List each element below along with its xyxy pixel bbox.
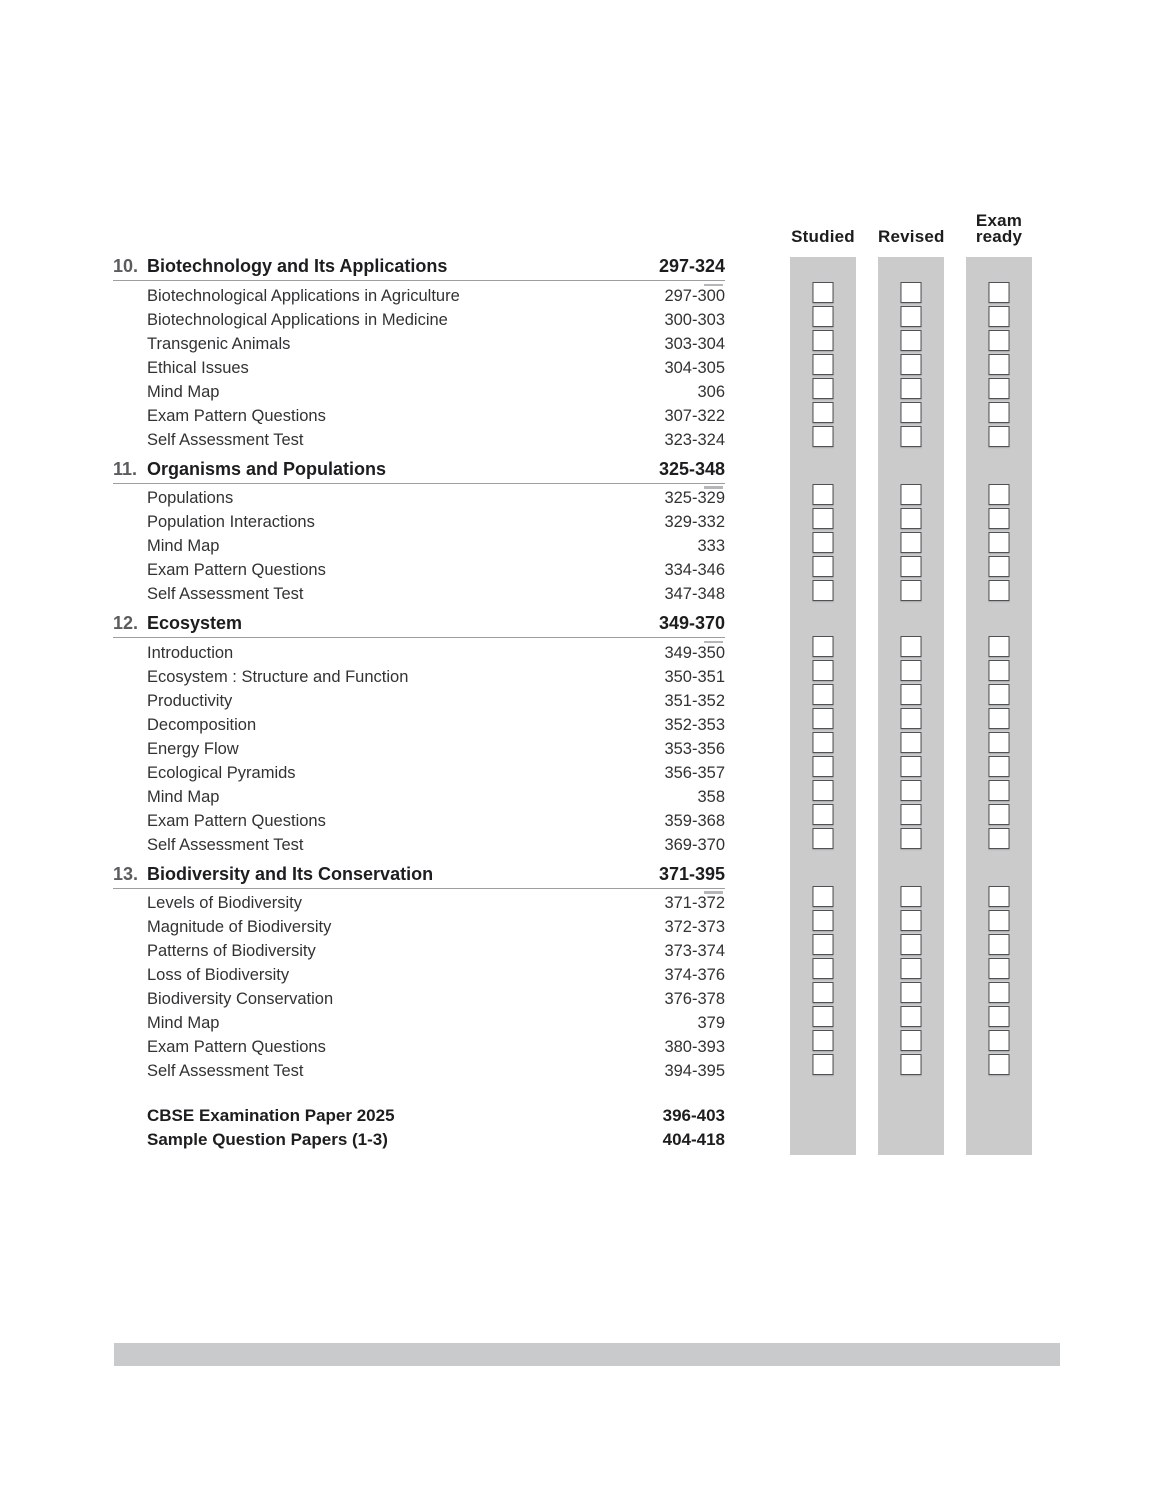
chapter-pages: 371-395: [658, 863, 725, 884]
revised-checkbox[interactable]: [901, 934, 922, 955]
revised-checkbox[interactable]: [901, 958, 922, 979]
chapter-number: 11.: [113, 458, 138, 479]
studied-checkbox[interactable]: [813, 756, 834, 777]
heading-underline-tick: [704, 641, 723, 644]
exam-ready-checkbox[interactable]: [989, 556, 1010, 577]
chapter-title: Biodiversity and Its Conservation: [147, 863, 434, 884]
studied-checkbox[interactable]: [813, 402, 834, 423]
revised-checkbox[interactable]: [901, 732, 922, 753]
revised-checkbox[interactable]: [901, 684, 922, 705]
studied-checkbox[interactable]: [813, 708, 834, 729]
studied-checkbox[interactable]: [813, 684, 834, 705]
toc-row: [113, 308, 725, 332]
toc-row-label: Magnitude of Biodiversity: [147, 918, 332, 936]
toc-row: [113, 785, 725, 809]
toc-row-pages: 374-376: [664, 966, 725, 984]
exam-ready-checkbox[interactable]: [989, 426, 1010, 447]
chapter-title: Biotechnology and Its Applications: [147, 256, 448, 276]
toc-row: [113, 486, 725, 510]
exam-ready-checkbox[interactable]: [989, 708, 1010, 729]
studied-column: [790, 257, 856, 1155]
exam-ready-checkbox[interactable]: [989, 684, 1010, 705]
exam-ready-checkbox[interactable]: [989, 660, 1010, 681]
studied-checkbox[interactable]: [813, 426, 834, 447]
toc-row-pages: 347-348: [664, 585, 725, 603]
toc-row-label: Biotechnological Applications in Agriculture: [147, 286, 460, 305]
chapter-rows: [113, 891, 725, 1083]
chapter-section: [113, 457, 725, 607]
toc-row-pages: 356-357: [664, 763, 725, 782]
exam-ready-checkbox[interactable]: [989, 1006, 1010, 1027]
toc-row-label: Ethical Issues: [147, 358, 249, 377]
toc-row: [113, 809, 725, 833]
exam-ready-checkbox[interactable]: [989, 378, 1010, 399]
chapter-heading: [113, 457, 725, 484]
heading-underline-tick: [704, 284, 723, 287]
checkbox-group-studied-ch11: [813, 484, 834, 604]
exam-ready-column: [966, 257, 1032, 1155]
toc-row: [113, 404, 725, 428]
toc-row-label: Exam Pattern Questions: [147, 1038, 326, 1056]
toc-row-pages: 334-346: [664, 561, 725, 579]
extra-rows: [113, 1104, 725, 1152]
toc-row: [113, 987, 725, 1011]
extra-row-pages: 396-403: [662, 1106, 725, 1125]
toc-row-label: Biodiversity Conservation: [147, 990, 334, 1008]
chapter-title: Ecosystem: [147, 613, 243, 633]
revised-checkbox[interactable]: [901, 910, 922, 931]
studied-checkbox[interactable]: [813, 580, 834, 601]
exam-ready-column-header: Exam ready: [975, 211, 1023, 246]
revised-checkbox[interactable]: [901, 828, 922, 849]
toc-row-label: Mind Map: [147, 537, 220, 555]
toc-row-pages: 306: [697, 382, 725, 401]
chapter-section: [113, 611, 725, 857]
chapter-rows: [113, 486, 725, 606]
revised-checkbox[interactable]: [901, 1006, 922, 1027]
exam-ready-checkbox[interactable]: [989, 580, 1010, 601]
toc-row-pages: 300-303: [664, 310, 725, 329]
revised-checkbox[interactable]: [901, 484, 922, 505]
toc-row-pages: 350-351: [664, 667, 725, 686]
exam-ready-checkbox[interactable]: [989, 780, 1010, 801]
exam-ready-checkbox[interactable]: [989, 402, 1010, 423]
extra-row-label: CBSE Examination Paper 2025: [147, 1106, 395, 1125]
chapter-heading: [113, 862, 725, 889]
studied-checkbox[interactable]: [813, 732, 834, 753]
chapter-rows: [113, 284, 725, 452]
studied-checkbox[interactable]: [813, 532, 834, 553]
exam-ready-checkbox[interactable]: [989, 1030, 1010, 1051]
toc-row-label: Levels of Biodiversity: [147, 894, 302, 912]
toc-row: [113, 761, 725, 785]
revised-checkbox[interactable]: [901, 378, 922, 399]
toc-row-pages: 349-350: [664, 643, 725, 662]
exam-ready-checkbox[interactable]: [989, 910, 1010, 931]
exam-ready-checkbox[interactable]: [989, 484, 1010, 505]
toc-row-pages: 323-324: [664, 430, 725, 449]
toc-row: [113, 1035, 725, 1059]
extra-row-label: Sample Question Papers (1-3): [147, 1130, 388, 1149]
toc-row-pages: 359-368: [664, 811, 725, 830]
exam-ready-checkbox[interactable]: [989, 756, 1010, 777]
toc-row-label: Self Assessment Test: [147, 430, 304, 449]
toc-row-label: Introduction: [147, 643, 234, 662]
toc-row-pages: 307-322: [664, 406, 725, 425]
studied-checkbox[interactable]: [813, 886, 834, 907]
toc-row-label: Transgenic Animals: [147, 334, 291, 353]
studied-checkbox[interactable]: [813, 1030, 834, 1051]
revised-checkbox[interactable]: [901, 330, 922, 351]
toc-row-label: Ecosystem : Structure and Function: [147, 667, 409, 686]
exam-ready-checkbox[interactable]: [989, 958, 1010, 979]
checkbox-group-studied-ch13: [813, 886, 834, 1078]
toc-row-pages: 358: [697, 787, 725, 806]
studied-checkbox[interactable]: [813, 556, 834, 577]
checkbox-group-exam-ready-ch11: [989, 484, 1010, 604]
toc-row: [113, 284, 725, 308]
extra-row: [113, 1104, 725, 1128]
exam-ready-checkbox[interactable]: [989, 804, 1010, 825]
toc-row-label: Ecological Pyramids: [147, 763, 296, 782]
toc-row-label: Exam Pattern Questions: [147, 811, 326, 830]
checkbox-group-revised-ch11: [901, 484, 922, 604]
toc-row-label: Biotechnological Applications in Medicine: [147, 310, 448, 329]
checkbox-group-exam-ready-ch13: [989, 886, 1010, 1078]
toc-row: [113, 713, 725, 737]
studied-checkbox[interactable]: [813, 508, 834, 529]
extra-row: [113, 1128, 725, 1152]
toc-row-pages: 325-329: [664, 489, 725, 507]
studied-checkbox[interactable]: [813, 306, 834, 327]
toc-row: [113, 665, 725, 689]
toc-row: [113, 332, 725, 356]
exam-ready-checkbox[interactable]: [989, 1054, 1010, 1075]
revised-checkbox[interactable]: [901, 532, 922, 553]
toc-row-label: Loss of Biodiversity: [147, 966, 290, 984]
toc-row-pages: 369-370: [664, 835, 725, 854]
toc-row-label: Exam Pattern Questions: [147, 561, 326, 579]
toc-row: [113, 737, 725, 761]
toc-row-pages: 380-393: [664, 1038, 725, 1056]
toc-row-pages: 394-395: [664, 1062, 725, 1080]
studied-checkbox[interactable]: [813, 780, 834, 801]
studied-checkbox[interactable]: [813, 958, 834, 979]
toc-row: [113, 891, 725, 915]
studied-checkbox[interactable]: [813, 1006, 834, 1027]
checkbox-group-exam-ready-ch12: [989, 636, 1010, 852]
toc-row-pages: 352-353: [664, 715, 725, 734]
checkbox-group-revised-ch13: [901, 886, 922, 1078]
toc-row-pages: 379: [697, 1014, 725, 1032]
checkbox-group-studied-ch10: [813, 282, 834, 450]
revised-checkbox[interactable]: [901, 306, 922, 327]
toc-row: [113, 963, 725, 987]
revised-checkbox[interactable]: [901, 756, 922, 777]
revised-checkbox[interactable]: [901, 636, 922, 657]
revised-column: [878, 257, 944, 1155]
toc-row-pages: 351-352: [664, 691, 725, 710]
chapter-number: 10.: [113, 256, 139, 276]
exam-ready-checkbox[interactable]: [989, 732, 1010, 753]
toc-row: [113, 582, 725, 606]
bottom-bar: [114, 1343, 1060, 1366]
heading-underline-tick: [704, 891, 723, 894]
exam-ready-checkbox[interactable]: [989, 886, 1010, 907]
chapter-pages: 297-324: [658, 256, 725, 276]
revised-checkbox[interactable]: [901, 982, 922, 1003]
studied-checkbox[interactable]: [813, 660, 834, 681]
revised-checkbox[interactable]: [901, 556, 922, 577]
toc-row: [113, 833, 725, 857]
exam-ready-checkbox[interactable]: [989, 354, 1010, 375]
toc-row-pages: 303-304: [664, 334, 725, 353]
studied-checkbox[interactable]: [813, 282, 834, 303]
toc-row: [113, 356, 725, 380]
toc-row-pages: 297-300: [664, 286, 725, 305]
exam-ready-checkbox[interactable]: [989, 330, 1010, 351]
revised-checkbox[interactable]: [901, 804, 922, 825]
chapter-number: 13.: [113, 863, 139, 884]
toc-row-label: Decomposition: [147, 715, 257, 734]
studied-checkbox[interactable]: [813, 636, 834, 657]
toc-row: [113, 689, 725, 713]
chapter-heading: [113, 611, 725, 638]
revised-checkbox[interactable]: [901, 354, 922, 375]
toc-row-pages: 373-374: [664, 942, 725, 960]
chapter-rows: [113, 641, 725, 857]
chapter-section: [113, 254, 725, 452]
exam-ready-checkbox[interactable]: [989, 532, 1010, 553]
toc-row-label: Population Interactions: [147, 513, 315, 531]
toc: [113, 254, 725, 1152]
exam-ready-checkbox[interactable]: [989, 508, 1010, 529]
toc-row: [113, 558, 725, 582]
exam-ready-checkbox[interactable]: [989, 282, 1010, 303]
exam-ready-checkbox[interactable]: [989, 636, 1010, 657]
studied-checkbox[interactable]: [813, 910, 834, 931]
revised-checkbox[interactable]: [901, 508, 922, 529]
toc-row: [113, 510, 725, 534]
revised-checkbox[interactable]: [901, 580, 922, 601]
exam-ready-checkbox[interactable]: [989, 828, 1010, 849]
toc-row-label: Self Assessment Test: [147, 1062, 304, 1080]
chapter-pages: 325-348: [658, 458, 725, 479]
toc-row: [113, 641, 725, 665]
toc-row: [113, 1059, 725, 1083]
revised-column-header: Revised: [878, 227, 945, 246]
chapter-pages: 349-370: [658, 613, 725, 633]
revised-checkbox[interactable]: [901, 282, 922, 303]
studied-checkbox[interactable]: [813, 354, 834, 375]
studied-checkbox[interactable]: [813, 330, 834, 351]
exam-ready-checkbox[interactable]: [989, 982, 1010, 1003]
studied-checkbox[interactable]: [813, 804, 834, 825]
studied-checkbox[interactable]: [813, 378, 834, 399]
toc-row: [113, 915, 725, 939]
heading-underline-tick: [704, 486, 723, 489]
toc-row-label: Productivity: [147, 691, 233, 710]
toc-row-pages: 329-332: [664, 513, 725, 531]
revised-checkbox[interactable]: [901, 1030, 922, 1051]
chapter-number: 12.: [113, 613, 139, 633]
toc-row: [113, 428, 725, 452]
studied-checkbox[interactable]: [813, 484, 834, 505]
studied-column-header: Studied: [791, 227, 855, 246]
toc-row: [113, 534, 725, 558]
chapter-title: Organisms and Populations: [147, 458, 387, 479]
toc-row: [113, 939, 725, 963]
revised-checkbox[interactable]: [901, 886, 922, 907]
revised-checkbox[interactable]: [901, 402, 922, 423]
revised-checkbox[interactable]: [901, 708, 922, 729]
checkbox-group-revised-ch12: [901, 636, 922, 852]
exam-ready-checkbox[interactable]: [989, 934, 1010, 955]
toc-row-label: Patterns of Biodiversity: [147, 942, 316, 960]
checkbox-group-exam-ready-ch10: [989, 282, 1010, 450]
exam-ready-checkbox[interactable]: [989, 306, 1010, 327]
toc-row-label: Mind Map: [147, 1014, 220, 1032]
toc-row-pages: 333: [697, 537, 725, 555]
checkbox-group-revised-ch10: [901, 282, 922, 450]
toc-row-label: Mind Map: [147, 382, 220, 401]
toc-row-label: Exam Pattern Questions: [147, 406, 326, 425]
revised-checkbox[interactable]: [901, 426, 922, 447]
toc-row-label: Energy Flow: [147, 739, 239, 758]
toc-row-label: Populations: [147, 489, 234, 507]
chapter-heading: [113, 254, 725, 281]
toc-row-label: Self Assessment Test: [147, 835, 304, 854]
toc-row-pages: 376-378: [664, 990, 725, 1008]
studied-checkbox[interactable]: [813, 1054, 834, 1075]
revised-checkbox[interactable]: [901, 660, 922, 681]
chapter-section: [113, 862, 725, 1084]
checkbox-group-studied-ch12: [813, 636, 834, 852]
revised-checkbox[interactable]: [901, 780, 922, 801]
toc-row-pages: 372-373: [664, 918, 725, 936]
toc-row-label: Mind Map: [147, 787, 220, 806]
toc-row: [113, 380, 725, 404]
studied-checkbox[interactable]: [813, 828, 834, 849]
revised-checkbox[interactable]: [901, 1054, 922, 1075]
toc-row-label: Self Assessment Test: [147, 585, 304, 603]
toc-row-pages: 304-305: [664, 358, 725, 377]
toc-row: [113, 1011, 725, 1035]
toc-row-pages: 353-356: [664, 739, 725, 758]
studied-checkbox[interactable]: [813, 934, 834, 955]
toc-row-pages: 371-372: [664, 894, 725, 912]
extra-row-pages: 404-418: [662, 1130, 725, 1149]
studied-checkbox[interactable]: [813, 982, 834, 1003]
